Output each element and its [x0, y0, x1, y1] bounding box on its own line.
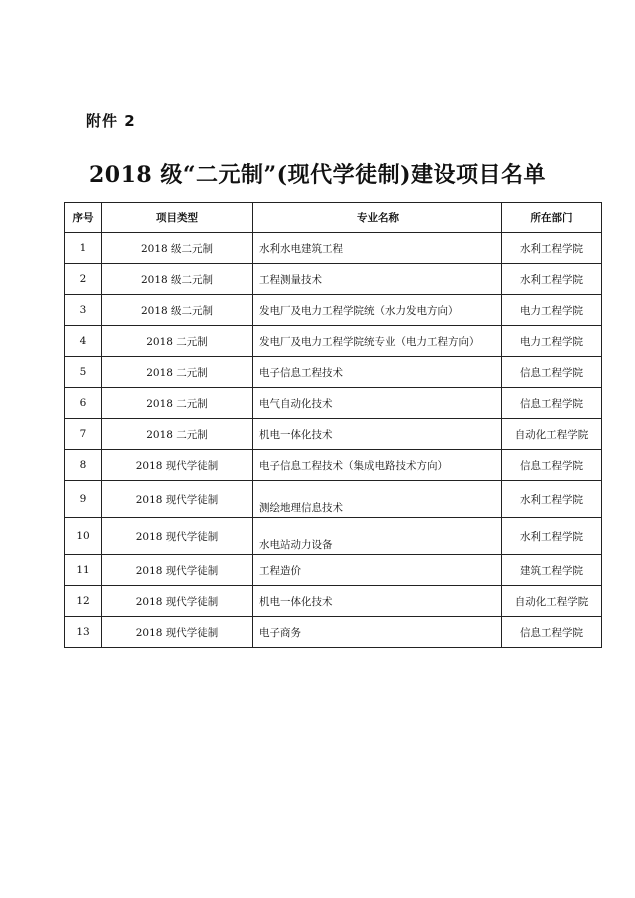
project-table	[64, 202, 602, 648]
row-type: 2018 现代学徒制	[102, 450, 253, 481]
row-dept: 自动化工程学院	[502, 586, 602, 617]
row-major: 发电厂及电力工程学院统专业（电力工程方向）	[253, 326, 502, 357]
table-row	[65, 264, 602, 295]
row-type: 2018 二元制	[102, 357, 253, 388]
row-major: 电子商务	[253, 617, 502, 648]
row-major: 机电一体化技术	[253, 419, 502, 450]
row-major: 测绘地理信息技术	[253, 481, 502, 518]
row-dept: 电力工程学院	[502, 295, 602, 326]
row-no: 4	[65, 326, 102, 357]
row-dept: 水利工程学院	[502, 518, 602, 555]
table-header-row	[65, 203, 602, 233]
table-row	[65, 617, 602, 648]
row-major: 电子信息工程技术	[253, 357, 502, 388]
header-type: 项目类型	[102, 203, 253, 233]
row-major: 工程测量技术	[253, 264, 502, 295]
row-dept: 信息工程学院	[502, 617, 602, 648]
row-major: 机电一体化技术	[253, 586, 502, 617]
row-major: 发电厂及电力工程学院统（水力发电方向）	[253, 295, 502, 326]
row-no: 8	[65, 450, 102, 481]
row-no: 9	[65, 481, 102, 518]
attachment-label: 附件 2	[86, 112, 136, 130]
row-major: 电气自动化技术	[253, 388, 502, 419]
table-row	[65, 233, 602, 264]
header-major: 专业名称	[253, 203, 502, 233]
table-row	[65, 518, 602, 555]
row-type: 2018 现代学徒制	[102, 586, 253, 617]
row-major: 水电站动力设备	[253, 518, 502, 555]
row-no: 5	[65, 357, 102, 388]
row-dept: 建筑工程学院	[502, 555, 602, 586]
row-type: 2018 现代学徒制	[102, 481, 253, 518]
row-no: 3	[65, 295, 102, 326]
header-dept: 所在部门	[502, 203, 602, 233]
row-type: 2018 级二元制	[102, 264, 253, 295]
row-no: 2	[65, 264, 102, 295]
row-no: 13	[65, 617, 102, 648]
row-dept: 信息工程学院	[502, 450, 602, 481]
table-row	[65, 419, 602, 450]
row-type: 2018 现代学徒制	[102, 617, 253, 648]
table-row	[65, 586, 602, 617]
header-no: 序号	[65, 203, 102, 233]
row-no: 11	[65, 555, 102, 586]
row-dept: 电力工程学院	[502, 326, 602, 357]
row-dept: 水利工程学院	[502, 264, 602, 295]
table-row	[65, 555, 602, 586]
row-major: 电子信息工程技术（集成电路技术方向）	[253, 450, 502, 481]
row-type: 2018 现代学徒制	[102, 518, 253, 555]
table-row	[65, 326, 602, 357]
page-title: 2018 级“二元制”(现代学徒制)建设项目名单	[88, 162, 547, 188]
row-major: 工程造价	[253, 555, 502, 586]
row-type: 2018 级二元制	[102, 233, 253, 264]
row-dept: 信息工程学院	[502, 388, 602, 419]
row-no: 7	[65, 419, 102, 450]
row-no: 10	[65, 518, 102, 555]
row-type: 2018 二元制	[102, 419, 253, 450]
row-dept: 水利工程学院	[502, 481, 602, 518]
row-no: 1	[65, 233, 102, 264]
row-dept: 水利工程学院	[502, 233, 602, 264]
row-dept: 自动化工程学院	[502, 419, 602, 450]
table-row	[65, 357, 602, 388]
table-row	[65, 481, 602, 518]
row-type: 2018 二元制	[102, 326, 253, 357]
table-row	[65, 388, 602, 419]
table-row	[65, 295, 602, 326]
table-row	[65, 450, 602, 481]
row-no: 12	[65, 586, 102, 617]
row-type: 2018 级二元制	[102, 295, 253, 326]
row-major: 水利水电建筑工程	[253, 233, 502, 264]
row-dept: 信息工程学院	[502, 357, 602, 388]
row-no: 6	[65, 388, 102, 419]
row-type: 2018 现代学徒制	[102, 555, 253, 586]
row-type: 2018 二元制	[102, 388, 253, 419]
